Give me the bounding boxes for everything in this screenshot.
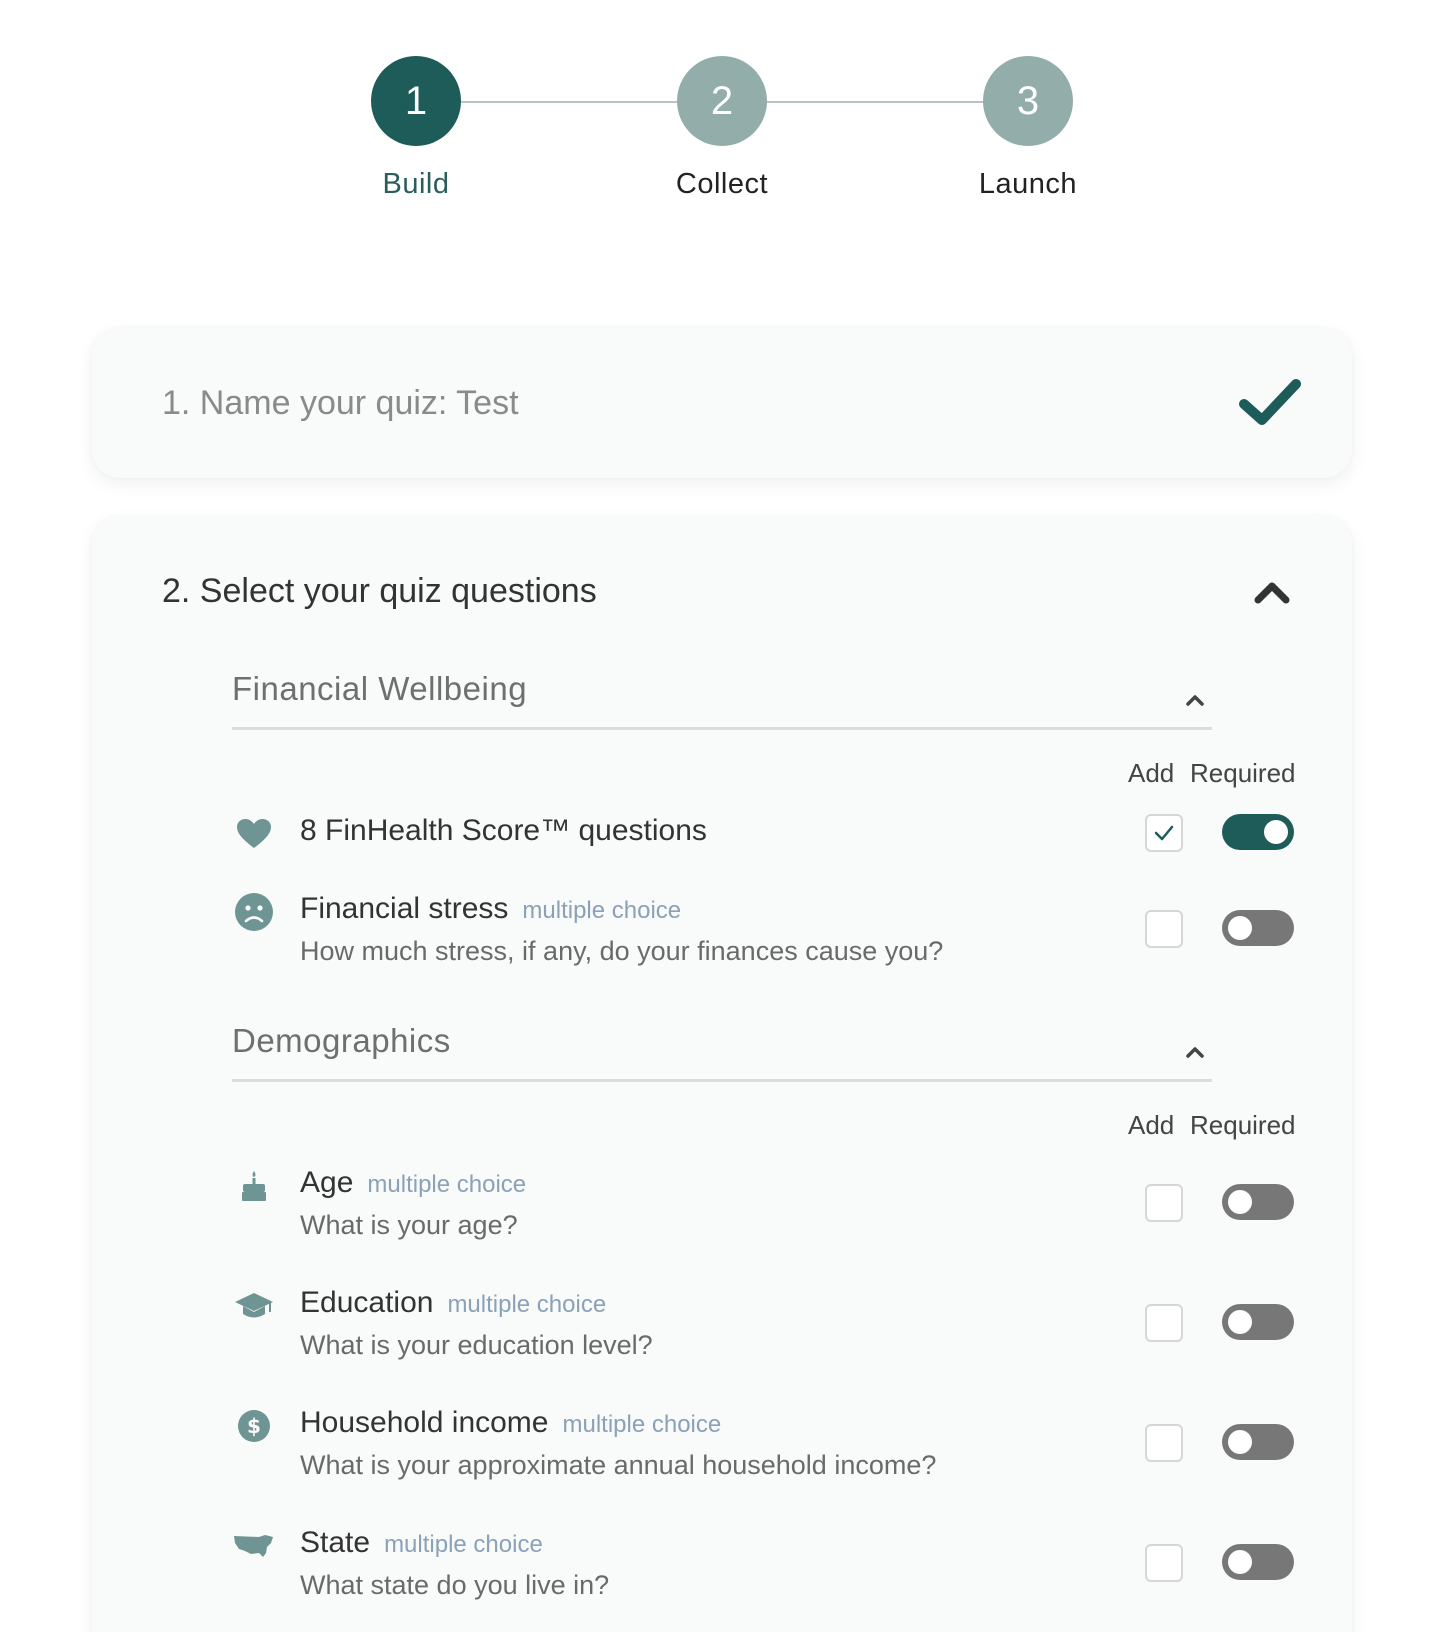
question-description: What is your education level? bbox=[300, 1330, 653, 1360]
step-label: Collect bbox=[675, 168, 769, 200]
add-checkbox[interactable] bbox=[1145, 910, 1183, 948]
question-row-financial-stress bbox=[232, 890, 1312, 980]
add-checkbox[interactable] bbox=[1145, 1544, 1183, 1582]
question-type: multiple choice bbox=[522, 897, 682, 924]
step-number: 3 bbox=[983, 56, 1073, 146]
add-checkbox[interactable] bbox=[1145, 814, 1183, 852]
birthday-cake-icon bbox=[232, 1164, 276, 1208]
dollar-icon bbox=[232, 1404, 276, 1448]
question-description: What is your age? bbox=[300, 1210, 518, 1240]
question-row-household-income bbox=[232, 1404, 1312, 1494]
section-header-financial-wellbeing[interactable] bbox=[232, 670, 1212, 730]
toggle-knob bbox=[1228, 1190, 1252, 1214]
question-description: How much stress, if any, do your finances cause you? bbox=[300, 936, 944, 966]
chevron-up-icon[interactable] bbox=[1184, 692, 1206, 708]
step-label: Build bbox=[382, 168, 450, 200]
step-number: 1 bbox=[371, 56, 461, 146]
step-number: 2 bbox=[677, 56, 767, 146]
heart-icon bbox=[232, 812, 276, 856]
required-toggle[interactable] bbox=[1222, 910, 1294, 946]
required-toggle[interactable] bbox=[1222, 814, 1294, 850]
required-toggle[interactable] bbox=[1222, 1184, 1294, 1220]
question-row-finhealth bbox=[232, 812, 1312, 902]
progress-stepper bbox=[0, 56, 1432, 216]
question-type: multiple choice bbox=[447, 1291, 607, 1318]
toggle-knob bbox=[1228, 1550, 1252, 1574]
section-title: Financial Wellbeing bbox=[232, 670, 528, 707]
check-icon bbox=[1238, 376, 1302, 428]
add-checkbox[interactable] bbox=[1145, 1304, 1183, 1342]
us-map-icon bbox=[232, 1524, 276, 1568]
question-row-education bbox=[232, 1284, 1312, 1374]
required-toggle[interactable] bbox=[1222, 1304, 1294, 1340]
question-type: multiple choice bbox=[384, 1531, 543, 1558]
required-toggle[interactable] bbox=[1222, 1544, 1294, 1580]
column-headers bbox=[232, 1110, 1312, 1146]
col-required-label: Required bbox=[1190, 1110, 1296, 1140]
question-type: multiple choice bbox=[562, 1411, 722, 1438]
chevron-up-icon[interactable] bbox=[1184, 1044, 1206, 1060]
col-add-label: Add bbox=[1128, 1110, 1175, 1140]
col-required-label: Required bbox=[1190, 758, 1296, 788]
select-questions-title: 2. Select your quiz questions bbox=[162, 572, 597, 610]
step-label: Launch bbox=[978, 168, 1078, 200]
section-header-demographics[interactable] bbox=[232, 1022, 1212, 1082]
question-name: 8 FinHealth Score™ questions bbox=[300, 814, 707, 847]
select-questions-card bbox=[92, 516, 1352, 1632]
step-build[interactable] bbox=[326, 56, 506, 201]
step-launch[interactable] bbox=[938, 56, 1118, 201]
chevron-up-icon[interactable] bbox=[1252, 576, 1292, 606]
add-checkbox[interactable] bbox=[1145, 1424, 1183, 1462]
question-name: Financial stress multiple choice bbox=[300, 892, 682, 925]
svg-text:$: $ bbox=[247, 1414, 261, 1438]
question-name: Education multiple choice bbox=[300, 1286, 607, 1319]
question-name: Age multiple choice bbox=[300, 1166, 527, 1199]
toggle-knob bbox=[1228, 1310, 1252, 1334]
name-quiz-title: 1. Name your quiz: Test bbox=[162, 384, 519, 422]
toggle-knob bbox=[1228, 1430, 1252, 1454]
sad-face-icon bbox=[232, 890, 276, 934]
name-quiz-card[interactable] bbox=[92, 328, 1352, 478]
column-headers bbox=[232, 758, 1312, 794]
question-name: State multiple choice bbox=[300, 1526, 543, 1559]
toggle-knob bbox=[1228, 916, 1252, 940]
question-name: Household income multiple choice bbox=[300, 1406, 722, 1439]
question-row-state bbox=[232, 1524, 1312, 1614]
add-checkbox[interactable] bbox=[1145, 1184, 1183, 1222]
col-add-label: Add bbox=[1128, 758, 1175, 788]
question-row-age bbox=[232, 1164, 1312, 1254]
question-description: What is your approximate annual household income? bbox=[300, 1450, 937, 1480]
toggle-knob bbox=[1264, 820, 1288, 844]
question-description: What state do you live in? bbox=[300, 1570, 610, 1600]
step-collect[interactable] bbox=[632, 56, 812, 201]
graduation-cap-icon bbox=[232, 1284, 276, 1328]
section-title: Demographics bbox=[232, 1022, 451, 1059]
question-type: multiple choice bbox=[367, 1171, 527, 1198]
required-toggle[interactable] bbox=[1222, 1424, 1294, 1460]
